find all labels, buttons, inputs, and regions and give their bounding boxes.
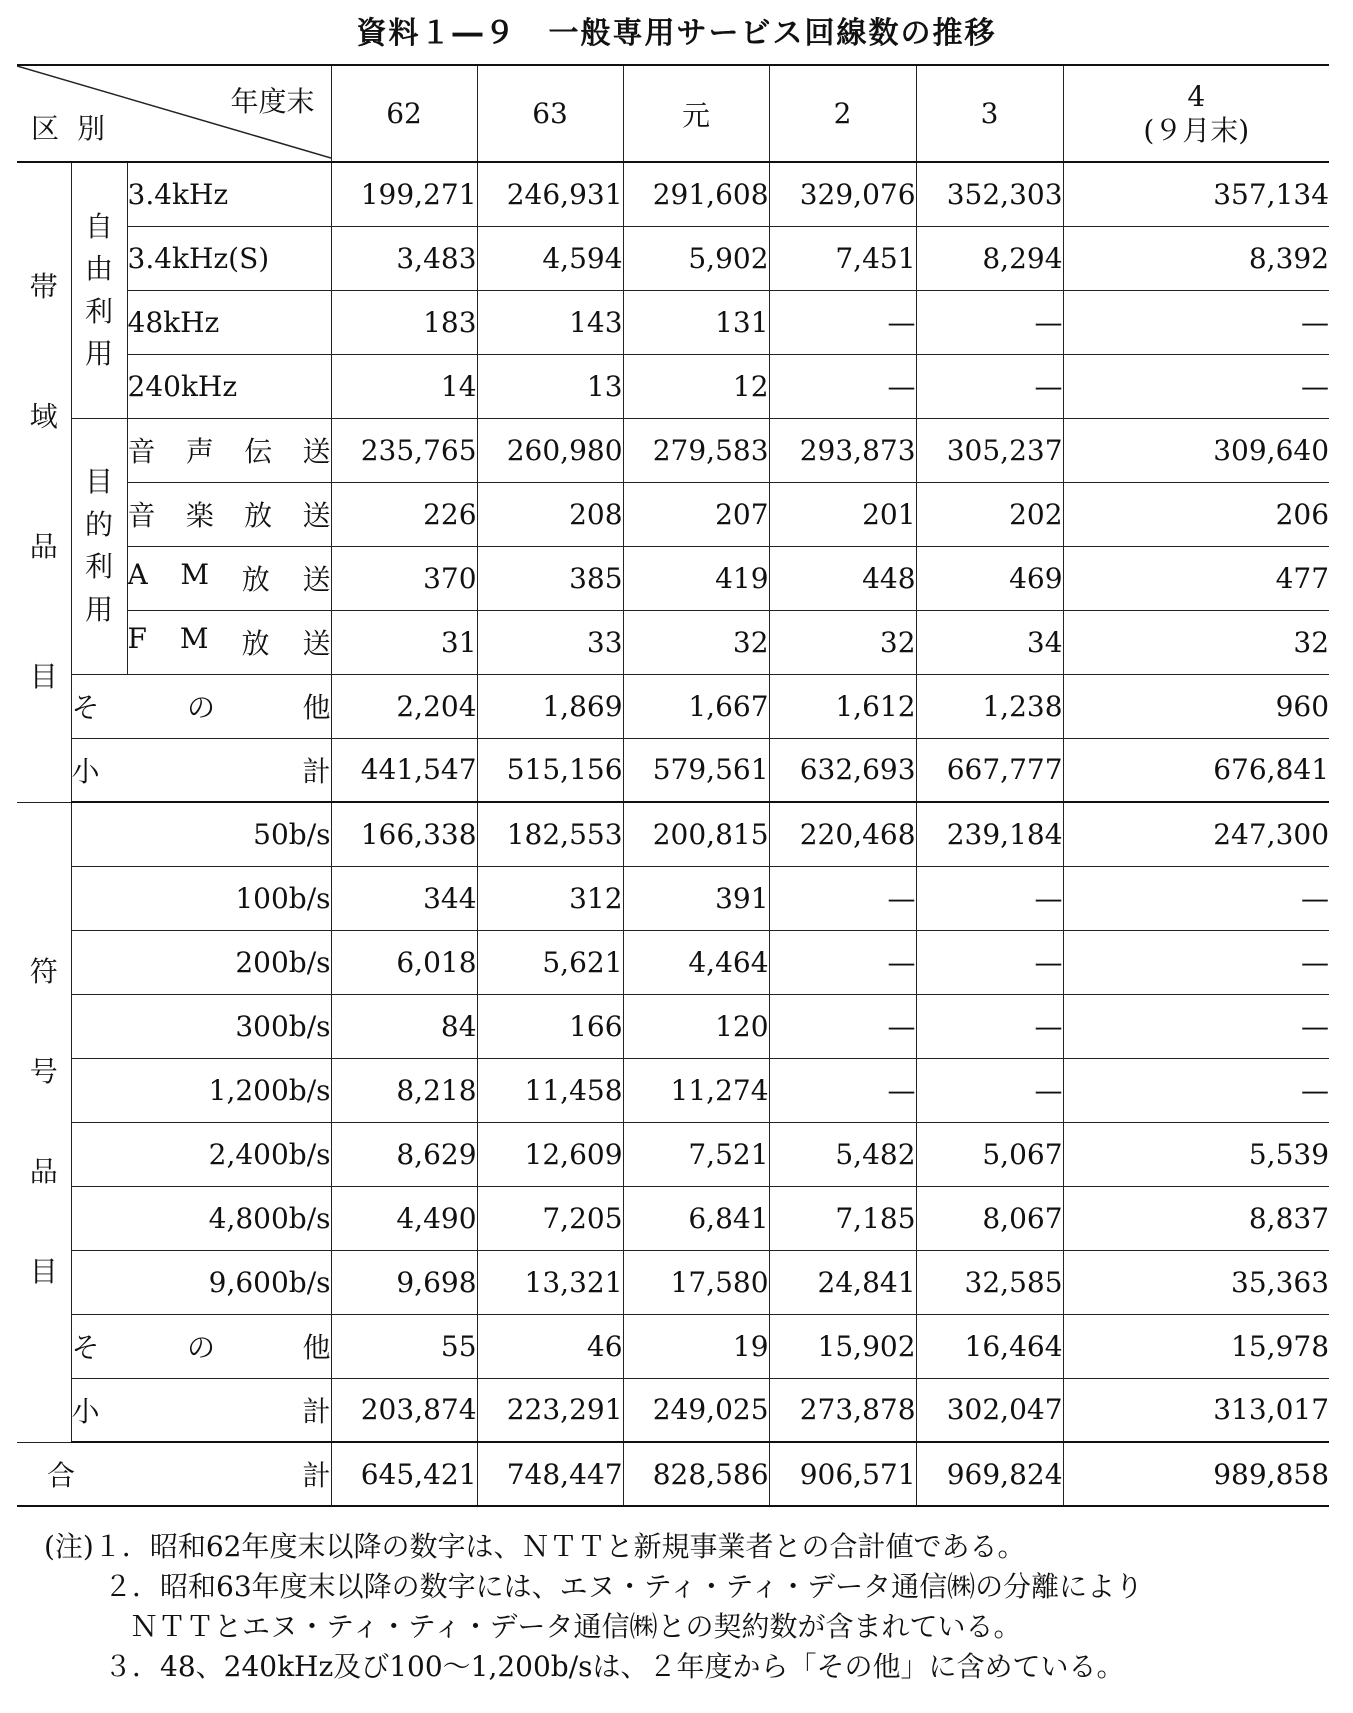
value-cell: 84: [331, 994, 477, 1058]
item-char: 放: [241, 627, 270, 660]
item-char: 小: [71, 754, 100, 788]
item-char: そ: [71, 691, 100, 724]
value-cell: 293,873: [769, 418, 916, 482]
value-cell: 667,777: [916, 738, 1063, 802]
value-cell: 8,218: [331, 1058, 477, 1122]
value-cell: 313,017: [1063, 1378, 1329, 1442]
value-cell: 5,621: [477, 930, 623, 994]
item-label: 100b/s: [71, 866, 331, 930]
value-cell: 4,490: [331, 1186, 477, 1250]
band-label-char: 帯: [29, 270, 58, 304]
value-cell: 1,612: [769, 674, 916, 738]
free-use-label-char: 由: [84, 252, 113, 285]
table-row: [17, 930, 1329, 994]
value-cell: 385: [477, 546, 623, 610]
value-cell: 208: [477, 482, 623, 546]
value-cell: 131: [623, 290, 769, 354]
item-label: [71, 738, 331, 802]
item-char: 他: [302, 1331, 331, 1364]
item-label: [127, 418, 331, 482]
value-cell: 11,274: [623, 1058, 769, 1122]
value-cell: 344: [331, 866, 477, 930]
value-cell: 31: [331, 610, 477, 674]
value-cell: 8,629: [331, 1122, 477, 1186]
other-row: [17, 674, 1329, 738]
value-cell: 8,392: [1063, 226, 1329, 290]
item-char: 楽: [185, 499, 214, 532]
value-cell: 182,553: [477, 802, 623, 866]
note-3: ３．48、240kHz及び100～1,200b/sは、２年度から「その他」に含めている。: [104, 1650, 1125, 1683]
value-cell: 960: [1063, 674, 1329, 738]
item-char: 合: [47, 1459, 76, 1492]
value-cell: 906,571: [769, 1442, 916, 1506]
item-label: 300b/s: [71, 994, 331, 1058]
value-cell: 13: [477, 354, 623, 418]
header-row: [17, 65, 1329, 162]
year-header: 62: [331, 65, 477, 162]
year-header: 元: [623, 65, 769, 162]
table-row: [17, 1122, 1329, 1186]
value-cell: 207: [623, 482, 769, 546]
code-label-char: 号: [29, 1055, 58, 1088]
value-cell: 1,869: [477, 674, 623, 738]
value-cell: 2,204: [331, 674, 477, 738]
value-cell: 206: [1063, 482, 1329, 546]
item-char: A: [127, 558, 148, 591]
value-cell: 273,878: [769, 1378, 916, 1442]
value-cell: 247,300: [1063, 802, 1329, 866]
value-cell: 391: [623, 866, 769, 930]
value-cell: 12: [623, 354, 769, 418]
value-cell: 12,609: [477, 1122, 623, 1186]
value-cell: 632,693: [769, 738, 916, 802]
value-cell: 969,824: [916, 1442, 1063, 1506]
item-label: [71, 674, 331, 738]
item-label: 200b/s: [71, 930, 331, 994]
code-label-char: 目: [29, 1255, 58, 1288]
item-char: 計: [302, 1459, 331, 1492]
table-row: [17, 290, 1329, 354]
value-cell: 34: [916, 610, 1063, 674]
value-cell: —: [1063, 930, 1329, 994]
item-label: 3.4kHz: [127, 162, 331, 226]
value-cell: 3,483: [331, 226, 477, 290]
value-cell: 24,841: [769, 1250, 916, 1314]
item-char: の: [187, 691, 216, 724]
notes: [44, 1527, 1334, 1687]
value-cell: —: [769, 866, 916, 930]
value-cell: —: [916, 1058, 1063, 1122]
value-cell: 748,447: [477, 1442, 623, 1506]
other-row: [17, 1314, 1329, 1378]
circuit-count-table: [17, 64, 1329, 1507]
value-cell: 989,858: [1063, 1442, 1329, 1506]
purpose-use-category: [71, 418, 127, 674]
table-row: [17, 482, 1329, 546]
item-char: M: [179, 622, 209, 655]
value-cell: 14: [331, 354, 477, 418]
item-char: 伝: [244, 435, 273, 468]
value-cell: 183: [331, 290, 477, 354]
value-cell: —: [916, 930, 1063, 994]
year-header: 2: [769, 65, 916, 162]
total-row: [17, 1442, 1329, 1506]
item-char: 送: [302, 563, 331, 596]
value-cell: —: [916, 994, 1063, 1058]
table-row: [17, 418, 1329, 482]
item-label: [127, 610, 331, 674]
header-corner: [17, 65, 331, 162]
item-char: 音: [127, 435, 156, 468]
table-row: [17, 546, 1329, 610]
item-label: [127, 546, 331, 610]
value-cell: 143: [477, 290, 623, 354]
value-cell: 477: [1063, 546, 1329, 610]
value-cell: —: [769, 994, 916, 1058]
value-cell: 15,902: [769, 1314, 916, 1378]
value-cell: 5,902: [623, 226, 769, 290]
item-label: 3.4kHz(S): [127, 226, 331, 290]
value-cell: 246,931: [477, 162, 623, 226]
value-cell: 329,076: [769, 162, 916, 226]
value-cell: —: [769, 1058, 916, 1122]
purpose-use-label-char: 的: [84, 507, 113, 541]
item-char: 送: [302, 435, 331, 468]
value-cell: 419: [623, 546, 769, 610]
value-cell: 166: [477, 994, 623, 1058]
year-header: 63: [477, 65, 623, 162]
value-cell: 200,815: [623, 802, 769, 866]
value-cell: 17,580: [623, 1250, 769, 1314]
purpose-use-label-char: 用: [84, 592, 113, 626]
item-label: 4,800b/s: [71, 1186, 331, 1250]
item-char: 送: [302, 627, 331, 660]
value-cell: 11,458: [477, 1058, 623, 1122]
code-label-char: 品: [29, 1155, 58, 1188]
value-cell: 32: [769, 610, 916, 674]
table-row: [17, 354, 1329, 418]
corner-year-end: 年度末: [230, 85, 315, 118]
value-cell: 16,464: [916, 1314, 1063, 1378]
value-cell: 6,841: [623, 1186, 769, 1250]
value-cell: 469: [916, 546, 1063, 610]
free-use-label-char: 用: [84, 337, 113, 370]
value-cell: 220,468: [769, 802, 916, 866]
band-label-char: 目: [29, 660, 58, 694]
value-cell: 302,047: [916, 1378, 1063, 1442]
value-cell: 357,134: [1063, 162, 1329, 226]
purpose-use-label-char: 利: [84, 550, 113, 584]
value-cell: 32: [1063, 610, 1329, 674]
item-char: M: [180, 558, 210, 591]
value-cell: 6,018: [331, 930, 477, 994]
value-cell: 645,421: [331, 1442, 477, 1506]
value-cell: 8,837: [1063, 1186, 1329, 1250]
value-cell: 32,585: [916, 1250, 1063, 1314]
value-cell: 370: [331, 546, 477, 610]
value-cell: 1,667: [623, 674, 769, 738]
value-cell: 5,482: [769, 1122, 916, 1186]
value-cell: 828,586: [623, 1442, 769, 1506]
subtotal-row: [17, 738, 1329, 802]
value-cell: 676,841: [1063, 738, 1329, 802]
value-cell: 7,185: [769, 1186, 916, 1250]
item-char: 小: [71, 1394, 100, 1428]
item-label: 50b/s: [71, 802, 331, 866]
value-cell: 46: [477, 1314, 623, 1378]
table-row: [17, 226, 1329, 290]
item-char: 放: [244, 499, 273, 532]
subtotal-row: [17, 1378, 1329, 1442]
value-cell: 309,640: [1063, 418, 1329, 482]
item-label: [71, 1314, 331, 1378]
value-cell: 8,067: [916, 1186, 1063, 1250]
item-label: 1,200b/s: [71, 1058, 331, 1122]
year-header: 3: [916, 65, 1063, 162]
value-cell: 7,521: [623, 1122, 769, 1186]
value-cell: 199,271: [331, 162, 477, 226]
value-cell: —: [1063, 866, 1329, 930]
band-category: [17, 162, 71, 802]
value-cell: 13,321: [477, 1250, 623, 1314]
free-use-label-char: 自: [84, 209, 113, 243]
code-category: [17, 802, 71, 1442]
note-2: ２．昭和63年度末以降の数字には、エヌ・ティ・ティ・データ通信㈱の分離により: [104, 1570, 1144, 1603]
value-cell: 249,025: [623, 1378, 769, 1442]
page-title: 資料１―９ 一般専用サービス回線数の推移: [356, 16, 997, 51]
value-cell: —: [1063, 994, 1329, 1058]
value-cell: —: [1063, 1058, 1329, 1122]
item-label: 9,600b/s: [71, 1250, 331, 1314]
value-cell: 19: [623, 1314, 769, 1378]
free-use-label-char: 利: [84, 294, 113, 328]
value-cell: 4,594: [477, 226, 623, 290]
note-1: (注)１．昭和62年度末以降の数字は、ＮＴＴと新規事業者との合計値である。: [44, 1530, 1026, 1563]
value-cell: 305,237: [916, 418, 1063, 482]
table-row: [17, 162, 1329, 226]
value-cell: 226: [331, 482, 477, 546]
item-char: 声: [185, 435, 214, 468]
value-cell: —: [769, 290, 916, 354]
item-char: そ: [71, 1331, 100, 1364]
total-label: [17, 1442, 331, 1506]
free-use-category: [71, 162, 127, 418]
value-cell: —: [769, 930, 916, 994]
table-row: [17, 866, 1329, 930]
value-cell: 32: [623, 610, 769, 674]
value-cell: 239,184: [916, 802, 1063, 866]
item-label: [127, 482, 331, 546]
value-cell: 448: [769, 546, 916, 610]
value-cell: —: [916, 866, 1063, 930]
value-cell: 1,238: [916, 674, 1063, 738]
value-cell: 15,978: [1063, 1314, 1329, 1378]
item-label: [71, 1378, 331, 1442]
item-char: 放: [241, 563, 270, 596]
year-header-last: [1063, 65, 1329, 162]
value-cell: 201: [769, 482, 916, 546]
corner-category: 区別: [31, 112, 124, 145]
value-cell: 5,539: [1063, 1122, 1329, 1186]
value-cell: 223,291: [477, 1378, 623, 1442]
purpose-use-label-char: 目: [84, 465, 113, 499]
value-cell: 120: [623, 994, 769, 1058]
item-label: 240kHz: [127, 354, 331, 418]
table-row: [17, 994, 1329, 1058]
value-cell: 166,338: [331, 802, 477, 866]
value-cell: 202: [916, 482, 1063, 546]
value-cell: 5,067: [916, 1122, 1063, 1186]
value-cell: 279,583: [623, 418, 769, 482]
value-cell: 515,156: [477, 738, 623, 802]
table-row: [17, 1058, 1329, 1122]
value-cell: 35,363: [1063, 1250, 1329, 1314]
value-cell: 8,294: [916, 226, 1063, 290]
value-cell: 352,303: [916, 162, 1063, 226]
value-cell: 260,980: [477, 418, 623, 482]
item-char: 計: [302, 1394, 331, 1428]
value-cell: 7,451: [769, 226, 916, 290]
value-cell: 235,765: [331, 418, 477, 482]
value-cell: 9,698: [331, 1250, 477, 1314]
item-char: の: [187, 1331, 216, 1364]
band-label-char: 品: [29, 530, 58, 564]
value-cell: 33: [477, 610, 623, 674]
item-char: 他: [302, 691, 331, 724]
value-cell: 579,561: [623, 738, 769, 802]
value-cell: 312: [477, 866, 623, 930]
value-cell: 7,205: [477, 1186, 623, 1250]
year-4: 4: [1187, 79, 1206, 113]
item-label: 2,400b/s: [71, 1122, 331, 1186]
value-cell: —: [1063, 290, 1329, 354]
table-row: [17, 610, 1329, 674]
value-cell: —: [769, 354, 916, 418]
table-row: [17, 1250, 1329, 1314]
value-cell: 55: [331, 1314, 477, 1378]
value-cell: —: [916, 290, 1063, 354]
item-label: 48kHz: [127, 290, 331, 354]
year-4-note: (９月末): [1143, 113, 1250, 147]
table-row: [17, 802, 1329, 866]
band-label-char: 域: [29, 400, 58, 434]
table-row: [17, 1186, 1329, 1250]
value-cell: 203,874: [331, 1378, 477, 1442]
value-cell: —: [916, 354, 1063, 418]
item-char: F: [127, 622, 147, 655]
value-cell: 4,464: [623, 930, 769, 994]
note-2-continued: ＮＴＴとエヌ・ティ・ティ・データ通信㈱との契約数が含まれている。: [130, 1610, 1022, 1643]
value-cell: 441,547: [331, 738, 477, 802]
value-cell: 291,608: [623, 162, 769, 226]
item-char: 音: [127, 499, 156, 532]
code-label-char: 符: [29, 955, 58, 988]
item-char: 計: [302, 754, 331, 788]
item-char: 送: [302, 499, 331, 532]
value-cell: —: [1063, 354, 1329, 418]
